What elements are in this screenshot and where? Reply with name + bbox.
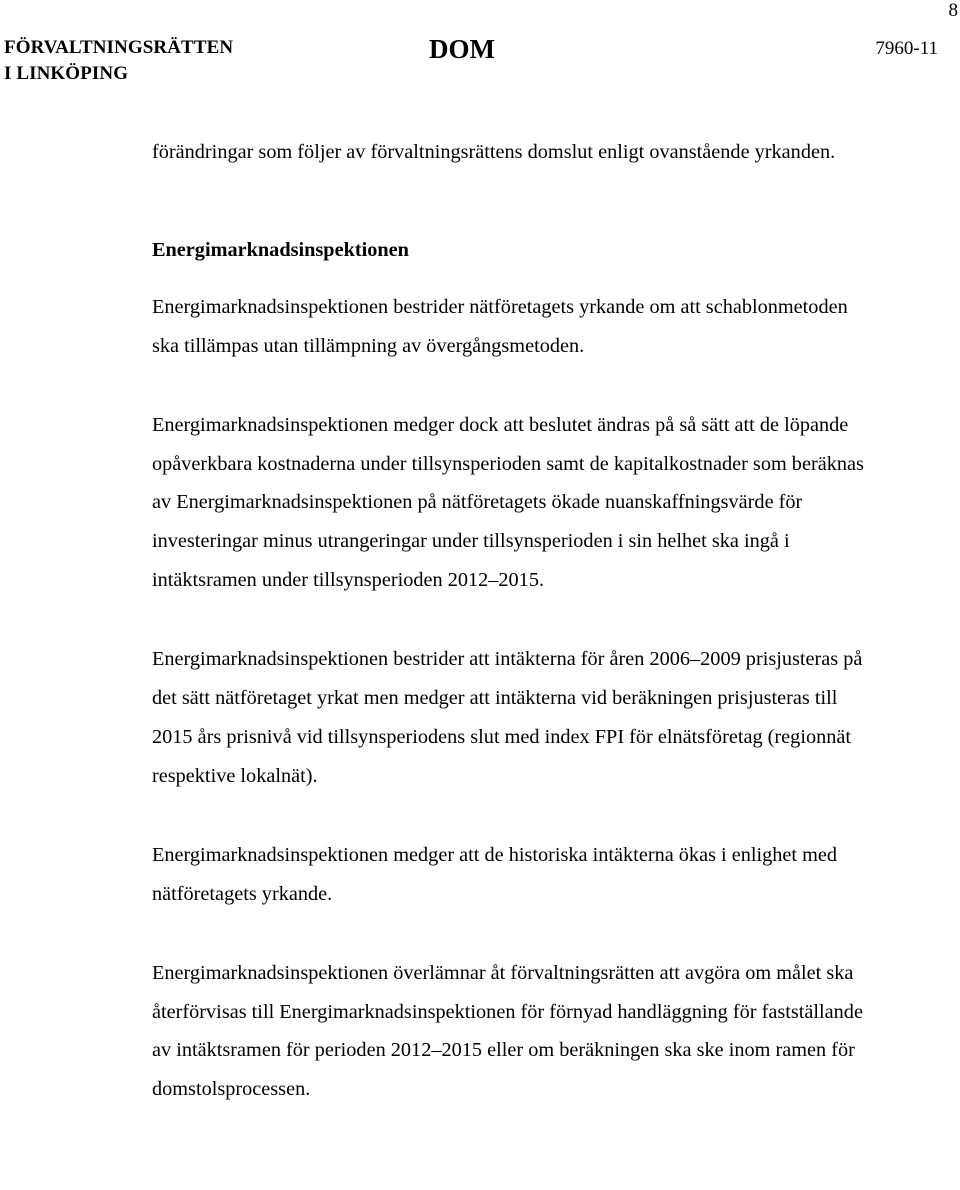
court-name-line-1: FÖRVALTNINGSRÄTTEN [4,37,234,58]
paragraph-3: Energimarknadsinspektionen bestrider att intäkterna för åren 2006–2009 prisjusteras på det sätt nätföretaget yrkat men medger att intäkterna vid beräkningen prisjusteras till 2015 års prisnivå vid tillsynsperiodens slut med index FPI för elnätsföretag (regionnät respektive lokalnät). [152,648,863,787]
paragraph-2: Energimarknadsinspektionen medger dock att beslutet ändras på så sätt att de löpande opåverkbara kostnaderna under tillsynsperioden samt de kapitalkostnader som beräknas av Energimarknadsinspektionen på nätföretagets ökade nuanskaffningsvärde för investeringar minus utrangeringar under tillsynsperioden i sin helhet ska ingå i intäktsramen under tillsynsperioden 2012–2015. [152,413,864,592]
paragraph-5: Energimarknadsinspektionen överlämnar åt förvaltningsrätten att avgöra om målet ska återförvisas till Energimarknadsinspektionen för förnyad handläggning för fastställande av intäktsramen för perioden 2012–2015 eller om beräkningen ska ske inom ramen för domstolsprocessen. [152,961,863,1101]
page-number: 8 [948,0,958,21]
court-name-line-2: I LINKÖPING [4,63,129,84]
document-type: DOM [429,34,495,64]
section-heading: Energimarknadsinspektionen [152,238,409,261]
paragraph-4: Energimarknadsinspektionen medger att de historiska intäkterna ökas i enlighet med nätföretagets yrkande. [152,843,838,905]
intro-paragraph: förändringar som följer av förvaltningsrättens domslut enligt ovanstående yrkanden. [152,141,836,163]
document-body [152,133,872,1109]
court-name [4,35,233,87]
case-number: 7960-11 [875,38,938,59]
paragraph-1: Energimarknadsinspektionen bestrider nätföretagets yrkande om att schablonmetoden ska tillämpas utan tillämpning av övergångsmetoden. [152,295,848,357]
